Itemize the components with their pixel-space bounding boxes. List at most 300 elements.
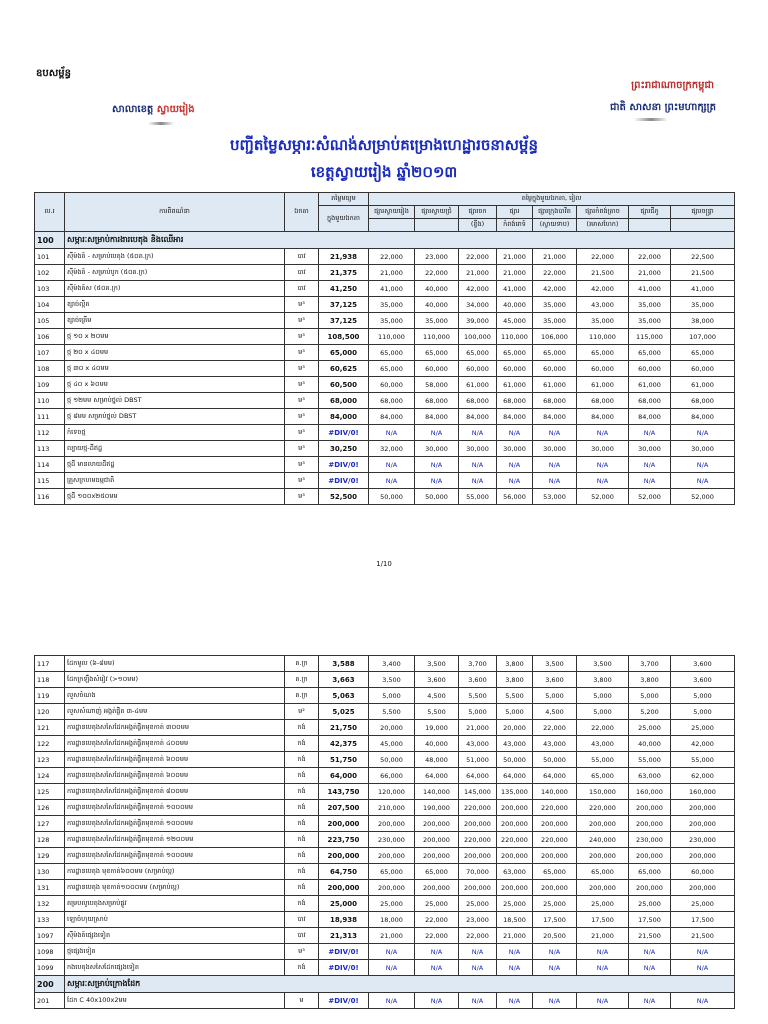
market-price: 60,000 [533,361,577,377]
market-price: 56,000 [497,489,533,505]
market-price: 35,000 [369,313,415,329]
market-price: 18,000 [369,912,415,928]
market-price: 200,000 [671,800,735,816]
market-price: 5,000 [671,704,735,720]
market-price: 23,000 [415,249,459,265]
item-unit: កង់ [285,896,319,912]
market-price: 65,000 [369,345,415,361]
table-row [35,880,735,896]
market-price: 65,000 [533,345,577,361]
table-body [35,656,735,1009]
market-price: 65,000 [533,864,577,880]
market-price: 60,000 [577,361,629,377]
market-price: 140,000 [533,784,577,800]
market-price: 5,500 [369,704,415,720]
market-price: 60,000 [671,361,735,377]
table-row [35,656,735,672]
market-price: 200,000 [577,816,629,832]
item-unit: គ.ក្រ [285,672,319,688]
market-price: 68,000 [671,393,735,409]
market-price: 21,500 [629,928,671,944]
item-number: 117 [35,656,65,672]
market-price: N/A [415,960,459,976]
item-description: ថ្មដី មានលាយដីឥដ្ឋ [65,457,285,473]
item-number: 126 [35,800,65,816]
table-row [35,361,735,377]
table-row [35,249,735,265]
item-average-price: 37,125 [319,313,369,329]
market-price: 40,000 [629,736,671,752]
document-title: បញ្ជីតម្លៃសម្ភារៈសំណង់សម្រាប់គម្រោងហេដ្ឋារចនាសម្ព័ន្ធ [230,136,538,154]
market-price: 22,500 [671,249,735,265]
market-price: 55,000 [671,752,735,768]
item-unit: ម³ [285,425,319,441]
market-price: 200,000 [533,880,577,896]
item-unit: ម³ [285,393,319,409]
market-price: 110,000 [415,329,459,345]
item-number: 127 [35,816,65,832]
table-body [35,232,735,505]
market-price: 3,600 [533,672,577,688]
market-price: 65,000 [459,345,497,361]
table-row [35,345,735,361]
market-price: 21,500 [671,928,735,944]
market-price: N/A [577,960,629,976]
market-price: 35,000 [629,313,671,329]
market-price: 30,000 [497,441,533,457]
market-price: 5,000 [369,688,415,704]
item-description: ដែកក្រឡឹងសំរៀវ (>១០មម) [65,672,285,688]
market-price: 200,000 [629,800,671,816]
item-average-price: 52,500 [319,489,369,505]
item-description: ថ្ម ១០ x ២០មម [65,329,285,345]
table-row [35,912,735,928]
table-header-row [35,193,735,206]
item-description: ថ្មដី ១០០x២៥០មម [65,489,285,505]
item-unit: ម³ [285,361,319,377]
item-unit: គ.ក្រ [285,656,319,672]
item-number: 120 [35,704,65,720]
market-price: 200,000 [459,816,497,832]
item-unit: កង់ [285,768,319,784]
market-price: 3,400 [369,656,415,672]
market-price: 41,000 [369,281,415,297]
market-price: 42,000 [577,281,629,297]
market-price: 21,000 [577,928,629,944]
market-price: 22,000 [459,249,497,265]
market-price: N/A [459,944,497,960]
market-price: 68,000 [459,393,497,409]
market-price: 43,000 [577,736,629,752]
market-price: 65,000 [415,345,459,361]
item-description: លួសចំណង [65,688,285,704]
market-price: 70,000 [459,864,497,880]
market-price: 145,000 [459,784,497,800]
market-price: 240,000 [577,832,629,848]
market-price: N/A [577,993,629,1009]
item-unit: ម³ [285,409,319,425]
market-price: 25,000 [671,896,735,912]
market-price: N/A [459,960,497,976]
market-price: N/A [369,457,415,473]
item-average-price: 21,375 [319,265,369,281]
header-group: តម្លៃក្នុងមួយឯកតា, រៀល [369,193,735,206]
market-price: 61,000 [629,377,671,393]
item-average-price: 25,000 [319,896,369,912]
market-price: 68,000 [369,393,415,409]
category-row [35,232,735,249]
item-average-price: 5,025 [319,704,369,720]
price-table-page1 [34,192,735,505]
market-price: N/A [369,960,415,976]
item-average-price: 84,000 [319,409,369,425]
market-price: 21,500 [577,265,629,281]
market-price: 65,000 [415,864,459,880]
table-row [35,425,735,441]
market-price: N/A [459,473,497,489]
market-price: N/A [533,944,577,960]
market-price: 200,000 [459,880,497,896]
market-price: 53,000 [533,489,577,505]
market-price: 3,800 [629,672,671,688]
market-price: 50,000 [497,752,533,768]
market-price: 200,000 [671,816,735,832]
market-price: 106,000 [533,329,577,345]
market-price: N/A [671,425,735,441]
market-price: 40,000 [415,281,459,297]
item-description: ការដ្ឋានបេតុងសសៃដែកអង្កត់ផ្ចិតមុខកាត់ ៨០០មម [65,784,285,800]
item-description: ការដ្ឋានបេតុងសសៃដែកអង្កត់ផ្ចិតមុខកាត់ ៦០០មម [65,752,285,768]
header-market: ផ្សារចក [459,206,497,219]
item-description: ការដ្ឋានបេតុងសសៃដែកអង្កត់ផ្ចិតមុខកាត់ ១០០០មម [65,848,285,864]
header-market: ផ្សារកំពង់ត្រាច [577,206,629,219]
market-price: 22,000 [533,265,577,281]
item-unit: ម³ [285,457,319,473]
market-price: 35,000 [671,297,735,313]
market-price: 21,000 [369,928,415,944]
table-row [35,704,735,720]
market-price: 22,000 [577,249,629,265]
item-unit: កង់ [285,960,319,976]
market-price: 22,000 [577,720,629,736]
item-unit: ម² [285,704,319,720]
market-price: 200,000 [497,880,533,896]
market-price: 3,600 [671,672,735,688]
market-price: 200,000 [415,880,459,896]
market-price: 42,000 [533,281,577,297]
market-price: 30,000 [671,441,735,457]
market-price: 68,000 [629,393,671,409]
item-unit: បាវ [285,912,319,928]
market-price: 200,000 [533,816,577,832]
market-price: 60,000 [369,377,415,393]
market-price: N/A [415,425,459,441]
market-price: 5,500 [459,688,497,704]
item-description: កំទេចថ្ម [65,425,285,441]
table-row [35,864,735,880]
item-number: 108 [35,361,65,377]
item-unit: បាវ [285,265,319,281]
market-price: 22,000 [629,249,671,265]
market-price: 35,000 [533,313,577,329]
market-price: 230,000 [369,832,415,848]
item-unit: ម [285,993,319,1009]
market-price: N/A [533,473,577,489]
item-unit: កង់ [285,832,319,848]
market-price: 3,500 [533,656,577,672]
motto-ornament [634,118,668,121]
item-average-price: 65,000 [319,345,369,361]
item-average-price: 21,750 [319,720,369,736]
item-description: គម្របលូបេតុងសម្រាប់ផ្លូវ [65,896,285,912]
market-price: 5,000 [497,704,533,720]
market-price: 200,000 [577,880,629,896]
item-description: ថ្មផ្សេងទៀត [65,944,285,960]
market-price: 160,000 [629,784,671,800]
header-market: ផ្សារ [497,206,533,219]
market-price: N/A [629,993,671,1009]
market-price: 60,000 [497,361,533,377]
market-price: 21,000 [497,265,533,281]
item-unit: ម³ [285,441,319,457]
market-price: 220,000 [459,800,497,816]
market-price: 25,000 [629,896,671,912]
header-market-sub: (ស្វាយទាប) [533,219,577,232]
item-number: 131 [35,880,65,896]
item-unit: ម³ [285,297,319,313]
market-price: N/A [577,944,629,960]
header-market-sub [415,219,459,232]
item-average-price: 207,500 [319,800,369,816]
header-market-sub [629,219,671,232]
market-price: 5,000 [533,688,577,704]
market-price: 220,000 [533,800,577,816]
item-description: លួសសំណាញ់ អង្កត់ផ្ចិត ៣-៤មម [65,704,285,720]
market-price: 3,800 [577,672,629,688]
item-description: ការដ្ឋានបេតុងសសៃដែកអង្កត់ផ្ចិតមុខកាត់ ១២០០មម [65,832,285,848]
market-price: N/A [369,473,415,489]
market-price: 230,000 [671,832,735,848]
item-number: 112 [35,425,65,441]
market-price: 190,000 [415,800,459,816]
market-price: N/A [497,425,533,441]
market-price: 45,000 [369,736,415,752]
item-number: 133 [35,912,65,928]
market-price: N/A [671,473,735,489]
item-number: 201 [35,993,65,1009]
market-price: 60,000 [459,361,497,377]
item-unit: បាវ [285,281,319,297]
item-unit: កង់ [285,736,319,752]
item-number: 1099 [35,960,65,976]
market-price: N/A [497,993,533,1009]
table-row [35,993,735,1009]
market-price: 39,000 [459,313,497,329]
market-price: N/A [671,960,735,976]
item-description: ដែកមូល (៦-៨មម) [65,656,285,672]
market-price: 84,000 [459,409,497,425]
market-price: 50,000 [533,752,577,768]
hall-prefix: សាលាខេត្ត [112,104,154,115]
market-price: 64,000 [497,768,533,784]
market-price: N/A [415,944,459,960]
item-number: 132 [35,896,65,912]
header-market-sub: កំពង់រោទ៍ [497,219,533,232]
market-price: 84,000 [629,409,671,425]
market-price: 3,800 [497,672,533,688]
market-price: 200,000 [369,848,415,864]
item-number: 114 [35,457,65,473]
market-price: 32,000 [369,441,415,457]
market-price: 63,000 [497,864,533,880]
market-price: 3,500 [369,672,415,688]
annex-label: ឧបសម្ព័ន្ធ [36,68,71,79]
market-price: 20,500 [533,928,577,944]
market-price: 25,000 [415,896,459,912]
item-number: 103 [35,281,65,297]
item-number: 119 [35,688,65,704]
item-unit: កង់ [285,816,319,832]
item-description: ការដ្ឋានបេតុងសសៃដែកអង្កត់ផ្ចិតមុខកាត់ ១០០០មម [65,800,285,816]
item-description: ថ្ម ៤០ x ៦០មម [65,377,285,393]
header-no: ល.រ [35,193,65,232]
market-price: N/A [629,960,671,976]
market-price: 65,000 [629,345,671,361]
market-price: 25,000 [577,896,629,912]
market-price: 30,000 [533,441,577,457]
item-average-price: #DIV/0! [319,960,369,976]
market-price: 200,000 [533,848,577,864]
item-average-price: 37,125 [319,297,369,313]
item-unit: បាវ [285,249,319,265]
table-row [35,265,735,281]
market-price: 25,000 [533,896,577,912]
market-price: 230,000 [629,832,671,848]
market-price: 35,000 [369,297,415,313]
market-price: 200,000 [369,816,415,832]
market-price: 30,000 [415,441,459,457]
market-price: 5,000 [577,688,629,704]
item-description: ថ្ម ២០ x ៤០មម [65,345,285,361]
market-price: 43,000 [459,736,497,752]
table-row [35,848,735,864]
item-number: 109 [35,377,65,393]
table-row [35,752,735,768]
table-row [35,832,735,848]
market-price: 65,000 [671,345,735,361]
market-price: 25,000 [629,720,671,736]
item-average-price: 108,500 [319,329,369,345]
market-price: 18,500 [497,912,533,928]
item-number: 111 [35,409,65,425]
header-avg-top: តម្លៃមធ្យម [319,193,369,206]
item-number: 101 [35,249,65,265]
table-row [35,297,735,313]
market-price: 19,000 [415,720,459,736]
market-price: 35,000 [415,313,459,329]
category-code: 100 [35,232,65,249]
item-number: 102 [35,265,65,281]
market-price: 21,000 [497,249,533,265]
item-unit: កង់ [285,848,319,864]
market-price: 200,000 [497,800,533,816]
item-unit: កង់ [285,784,319,800]
market-price: 110,000 [497,329,533,345]
market-price: 35,000 [629,297,671,313]
item-description: គ្រួសក្រហមធម្មជាតិ [65,473,285,489]
market-price: 21,000 [369,265,415,281]
market-price: N/A [533,993,577,1009]
item-description: ស៊ីម៉ងត៍ផ្សេងទៀត [65,928,285,944]
header-avg-bottom: ក្នុងមួយឯកតា [319,206,369,232]
item-number: 105 [35,313,65,329]
item-average-price: 42,375 [319,736,369,752]
item-average-price: 51,750 [319,752,369,768]
provincial-hall [112,102,195,117]
market-price: 60,000 [415,361,459,377]
market-price: N/A [629,944,671,960]
market-price: 5,000 [629,688,671,704]
item-average-price: 200,000 [319,848,369,864]
item-number: 106 [35,329,65,345]
market-price: 25,000 [671,720,735,736]
market-price: 52,000 [629,489,671,505]
item-average-price: 64,000 [319,768,369,784]
item-average-price: #DIV/0! [319,473,369,489]
item-number: 125 [35,784,65,800]
national-motto: ជាតិ សាសនា ព្រះមហាក្សត្រ [610,102,716,113]
market-price: N/A [415,457,459,473]
market-price: 200,000 [629,848,671,864]
market-price: 84,000 [415,409,459,425]
market-price: 5,500 [497,688,533,704]
market-price: N/A [533,960,577,976]
market-price: 41,000 [497,281,533,297]
table-row [35,736,735,752]
header-market: ផ្សារស្វាយរៀង [369,206,415,219]
market-price: 220,000 [533,832,577,848]
item-description: ខ្សាច់ល្អិត [65,297,285,313]
category-row [35,976,735,993]
market-price: N/A [415,473,459,489]
table-row [35,928,735,944]
market-price: 21,000 [629,265,671,281]
category-code: 200 [35,976,65,993]
market-price: N/A [415,993,459,1009]
market-price: 65,000 [629,864,671,880]
item-number: 129 [35,848,65,864]
market-price: 34,000 [459,297,497,313]
item-unit: ម³ [285,345,319,361]
market-price: 35,000 [533,297,577,313]
item-number: 1097 [35,928,65,944]
item-average-price: 41,250 [319,281,369,297]
market-price: 64,000 [533,768,577,784]
market-price: 150,000 [577,784,629,800]
market-price: 22,000 [459,928,497,944]
market-price: 200,000 [459,848,497,864]
header-market: ផ្សារជីភូ [629,206,671,219]
table-row [35,720,735,736]
table-row [35,784,735,800]
market-price: 5,000 [671,688,735,704]
item-unit: ម³ [285,329,319,345]
market-price: 40,000 [497,297,533,313]
item-unit: កង់ [285,800,319,816]
market-price: N/A [497,457,533,473]
market-price: 41,000 [671,281,735,297]
market-price: 200,000 [497,848,533,864]
